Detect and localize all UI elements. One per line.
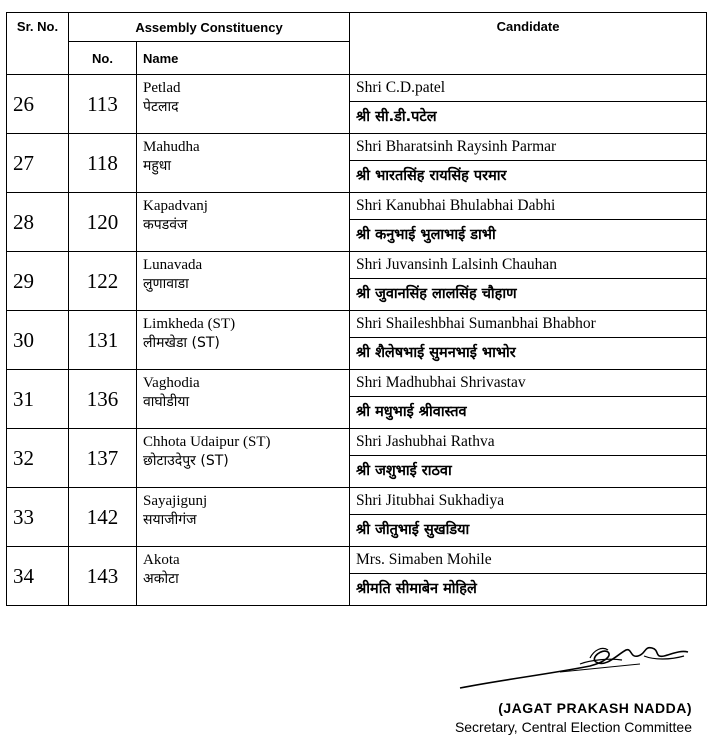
candidate-name-en: Shri Kanubhai Bhulabhai Dabhi: [350, 193, 706, 220]
candidate-name-hi: श्रीमति सीमाबेन मोहिले: [356, 581, 477, 597]
constituency-no-cell: 136: [69, 370, 137, 429]
header-sr-no: Sr. No.: [7, 13, 69, 75]
constituency-name-en: Sayajigunj: [143, 493, 208, 509]
candidate-cell: [350, 134, 707, 193]
candidate-cell: [350, 193, 707, 252]
header-name: Name: [137, 42, 350, 75]
sr-no-cell: 31: [7, 370, 69, 429]
sr-no-cell: 30: [7, 311, 69, 370]
constituency-name-en: Lunavada: [143, 257, 203, 273]
constituency-name-cell: [137, 488, 350, 547]
sr-no-cell: 34: [7, 547, 69, 606]
candidate-name-hi: श्री शैलेषभाई सुमनभाई भाभोर: [356, 345, 516, 361]
sr-no-cell: 27: [7, 134, 69, 193]
table-row: [7, 311, 707, 370]
constituency-name-hi: पेटलाद: [143, 99, 179, 115]
constituency-no-cell: 131: [69, 311, 137, 370]
constituency-name-hi: छोटाउदेपुर (ST): [143, 453, 229, 469]
constituency-name-hi: वाघोडीया: [143, 394, 190, 410]
candidate-name-en: Shri Shaileshbhai Sumanbhai Bhabhor: [350, 311, 706, 338]
constituency-name-hi: लीमखेडा (ST): [143, 335, 220, 351]
table-row: [7, 252, 707, 311]
sr-no-cell: 28: [7, 193, 69, 252]
candidate-cell: [350, 370, 707, 429]
table-row: [7, 193, 707, 252]
candidate-name-en: Shri Jitubhai Sukhadiya: [350, 488, 706, 515]
candidate-name-en: Shri Madhubhai Shrivastav: [350, 370, 706, 397]
constituency-name-hi: सयाजीगंज: [143, 512, 197, 528]
header-assembly-constituency: Assembly Constituency: [69, 13, 350, 42]
table-row: [7, 429, 707, 488]
constituency-no-cell: 143: [69, 547, 137, 606]
constituency-name-cell: [137, 370, 350, 429]
constituency-name-cell: [137, 429, 350, 488]
candidate-cell: [350, 429, 707, 488]
constituency-name-cell: [137, 134, 350, 193]
candidate-name-hi: श्री सी.डी.पटेल: [356, 109, 437, 125]
candidate-cell: [350, 311, 707, 370]
sr-no-cell: 26: [7, 75, 69, 134]
document: [6, 12, 706, 606]
constituency-name-en: Petlad: [143, 80, 181, 96]
constituency-name-hi: लुणावाडा: [143, 276, 189, 292]
candidate-name-hi: श्री जशुभाई राठवा: [356, 463, 452, 479]
candidate-name-en: Shri C.D.patel: [350, 75, 706, 102]
constituency-no-cell: 142: [69, 488, 137, 547]
constituency-name-en: Chhota Udaipur (ST): [143, 434, 271, 450]
candidate-name-hi: श्री जीतुभाई सुखडिया: [356, 522, 470, 538]
constituency-no-cell: 118: [69, 134, 137, 193]
candidate-name-hi: श्री जुवानसिंह लालसिंह चौहाण: [356, 286, 517, 302]
candidate-table: [6, 12, 707, 606]
table-row: [7, 370, 707, 429]
table-row: [7, 488, 707, 547]
table-header-row: [7, 13, 707, 42]
constituency-name-hi: महुधा: [143, 158, 172, 174]
constituency-no-cell: 120: [69, 193, 137, 252]
signatory-title: Secretary, Central Election Committee: [454, 719, 692, 735]
constituency-no-cell: 113: [69, 75, 137, 134]
constituency-name-cell: [137, 252, 350, 311]
constituency-name-cell: [137, 547, 350, 606]
constituency-name-hi: अकोटा: [143, 571, 179, 587]
constituency-name-en: Limkheda (ST): [143, 316, 236, 332]
sr-no-cell: 32: [7, 429, 69, 488]
constituency-name-en: Kapadvanj: [143, 198, 208, 214]
signature-image: [440, 636, 700, 696]
constituency-name-en: Akota: [143, 552, 180, 568]
signatory-name: (JAGAT PRAKASH NADDA): [498, 700, 692, 716]
candidate-name-en: Shri Jashubhai Rathva: [350, 429, 706, 456]
candidate-cell: [350, 252, 707, 311]
candidate-name-hi: श्री भारतसिंह रायसिंह परमार: [356, 168, 507, 184]
constituency-no-cell: 137: [69, 429, 137, 488]
sr-no-cell: 29: [7, 252, 69, 311]
constituency-name-cell: [137, 75, 350, 134]
table-row: [7, 75, 707, 134]
constituency-no-cell: 122: [69, 252, 137, 311]
table-row: [7, 134, 707, 193]
sr-no-cell: 33: [7, 488, 69, 547]
candidate-name-hi: श्री मधुभाई श्रीवास्तव: [356, 404, 467, 420]
constituency-name-hi: कपडवंज: [143, 217, 188, 233]
candidate-cell: [350, 75, 707, 134]
constituency-name-cell: [137, 311, 350, 370]
candidate-name-en: Shri Juvansinh Lalsinh Chauhan: [350, 252, 706, 279]
constituency-name-cell: [137, 193, 350, 252]
candidate-cell: [350, 547, 707, 606]
header-no: No.: [69, 42, 137, 75]
candidate-name-en: Mrs. Simaben Mohile: [350, 547, 706, 574]
candidate-cell: [350, 488, 707, 547]
constituency-name-en: Vaghodia: [143, 375, 200, 391]
table-row: [7, 547, 707, 606]
constituency-name-en: Mahudha: [143, 139, 200, 155]
candidate-name-hi: श्री कनुभाई भुलाभाई डाभी: [356, 227, 496, 243]
candidate-name-en: Shri Bharatsinh Raysinh Parmar: [350, 134, 706, 161]
header-candidate: Candidate: [350, 13, 707, 75]
